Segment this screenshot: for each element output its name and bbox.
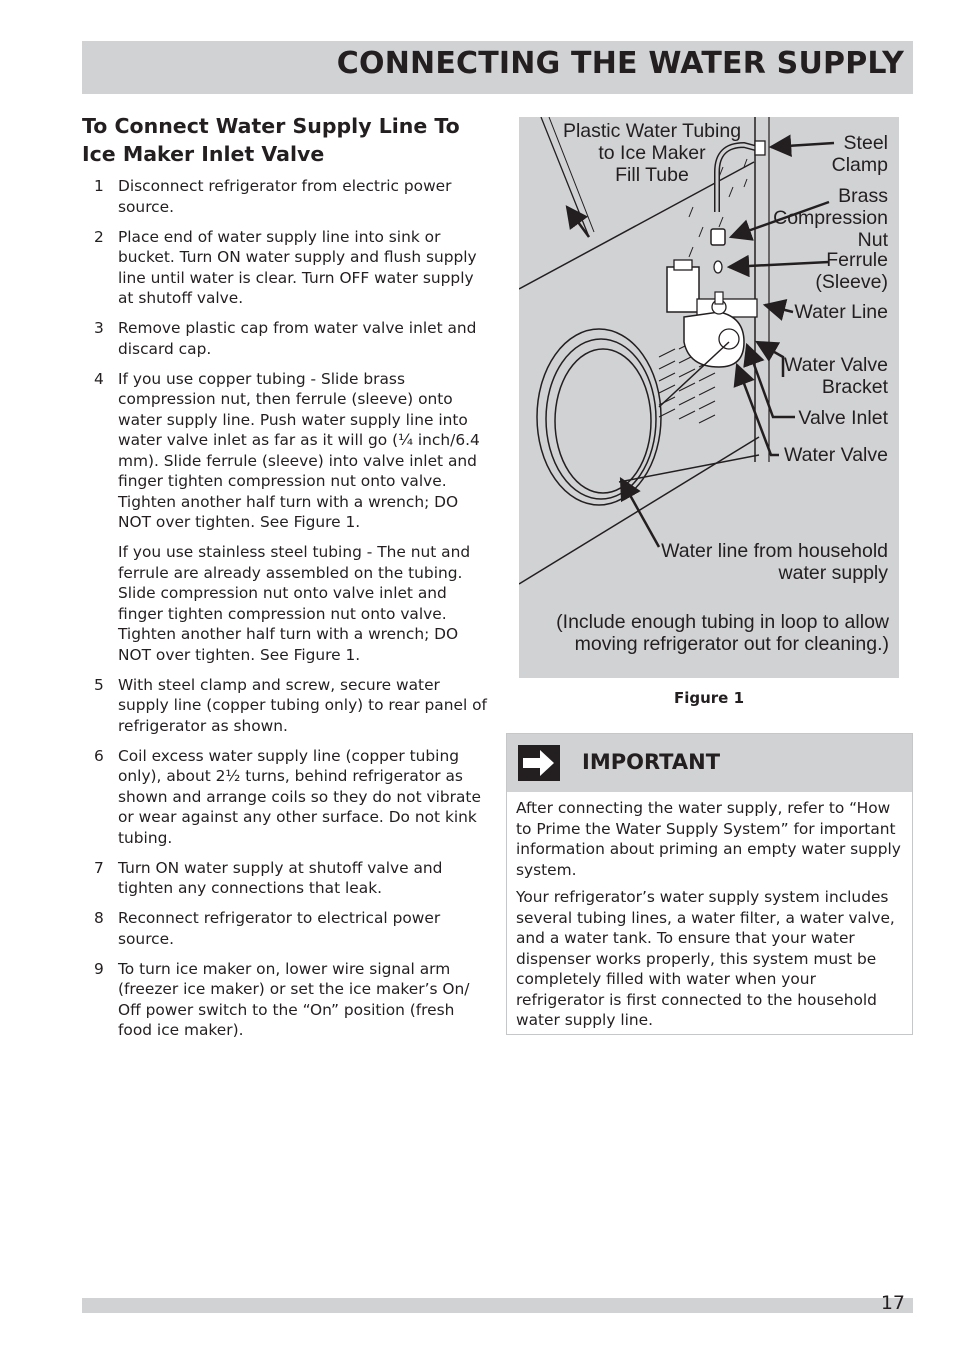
label-ferrule: [815, 249, 888, 293]
step-item: [82, 176, 492, 217]
step-text: If you use copper tubing - Slide brass compression nut, then ferrule (sleeve) onto water supply line. Push water supply line into water valve inlet as far as it will go (¼ inch/6.4 mm). Slide ferrule (sleeve) into valve inlet and finger tighten compression nut onto valve. Tighten another half turn with a wrench; DO NOT over tighten. See Figure 1.: [118, 369, 480, 531]
header-bar: [82, 41, 913, 94]
label-plastic-water-tubing-line-2: to Ice Maker: [598, 142, 706, 164]
label-brass-line-2: Compression: [773, 207, 888, 229]
important-paragraph: Your refrigerator’s water supply system includes several tubing lines, a water filter, a water valve, and a water tank. To ensure that your water dispenser works properly, this system must be completely filled with water when your refrigerator is first connected to the household water supply line.: [516, 888, 895, 1029]
label-ferrule-line-2: (Sleeve): [815, 271, 888, 293]
figure-caption: Figure 1: [673, 689, 745, 707]
important-callout: [506, 733, 913, 1035]
figure-1-diagram: [519, 117, 899, 678]
important-paragraph: After connecting the water supply, refer to “How to Prime the Water Supply System” for important information about priming an empty water supply system.: [516, 799, 901, 879]
label-brass-line-3: Nut: [857, 229, 888, 251]
steps-list: [82, 176, 492, 1041]
label-ferrule-line-1: Ferrule: [826, 249, 888, 271]
step-text: Turn ON water supply at shutoff valve and tighten any connections that leak.: [118, 858, 443, 897]
step-item: [82, 908, 492, 949]
label-plastic-water-tubing-line-1: Plastic Water Tubing: [562, 120, 742, 142]
step-item: [82, 318, 492, 359]
footer-bar: [82, 1298, 913, 1313]
label-bracket-line-1: Water Valve: [783, 354, 888, 376]
section-title-line-1: To Connect Water Supply Line To: [82, 114, 460, 138]
step-number: 8: [94, 909, 104, 927]
step-text: Coil excess water supply line (copper tubing only), about 2½ turns, behind refrigerator as shown and arrange coils so they do not vibrate or wear against any other surface. Do not kink tubing.: [118, 746, 481, 847]
label-steel-clamp-line-2: Clamp: [831, 154, 888, 176]
section-title-line-2: Ice Maker Inlet Valve: [82, 142, 325, 166]
instructions-column: [82, 112, 492, 1050]
label-household-line-2: water supply: [778, 562, 888, 584]
step-text-extra: If you use stainless steel tubing - The nut and ferrule are already assembled on the tubing. Slide compression nut onto valve inlet and finger tighten compression nut onto valve. Tighten another half turn with a wrench; DO NOT over tighten. See Figure 1.: [118, 543, 471, 664]
label-plastic-water-tubing: [547, 120, 757, 186]
important-body: [516, 798, 908, 1038]
step-number: 9: [94, 959, 104, 978]
step-item: [82, 959, 492, 1041]
step-number: 4: [94, 369, 104, 388]
step-text: Place end of water supply line into sink or bucket. Turn ON water supply and flush supply line until water is clear. Turn OFF water supply at shutoff valve.: [118, 227, 477, 307]
label-water-valve: Water Valve: [783, 444, 888, 466]
step-text: With steel clamp and screw, secure water supply line (copper tubing only) to rear panel of refrigerator as shown.: [118, 675, 487, 735]
step-item: [82, 675, 492, 737]
label-note-line-2: moving refrigerator out for cleaning.): [574, 633, 889, 655]
step-number: 3: [94, 319, 104, 337]
step-item: [82, 227, 492, 309]
label-valve-inlet: Valve Inlet: [798, 407, 888, 429]
step-text: Reconnect refrigerator to electrical power source.: [118, 909, 441, 948]
section-title: [82, 112, 492, 168]
step-number: 6: [94, 746, 104, 765]
label-brass-compression-nut: [773, 185, 888, 251]
page-number: 17: [880, 1292, 905, 1314]
label-steel-clamp: [832, 132, 888, 176]
step-text: Disconnect refrigerator from electric power source.: [118, 177, 452, 216]
label-bracket-line-2: Bracket: [821, 376, 888, 398]
label-water-line: Water Line: [794, 301, 888, 323]
label-household-water-line: [661, 540, 888, 584]
page-title: CONNECTING THE WATER SUPPLY: [336, 46, 904, 81]
label-loop-note: [556, 611, 889, 655]
label-steel-clamp-line-1: Steel: [843, 132, 888, 154]
step-item: [82, 746, 492, 849]
label-water-valve-bracket: [784, 354, 888, 398]
step-number: 5: [94, 675, 104, 694]
step-item: [82, 858, 492, 899]
step-number: 1: [94, 177, 104, 195]
label-plastic-water-tubing-line-3: Fill Tube: [615, 164, 689, 186]
arrow-right-icon: [518, 745, 560, 781]
step-text: To turn ice maker on, lower wire signal arm (freezer ice maker) or set the ice maker’s On/ Off power switch to the “On” position (fresh food ice maker).: [118, 959, 470, 1039]
important-header: [507, 734, 912, 792]
step-item: [82, 369, 492, 666]
step-text: Remove plastic cap from water valve inlet and discard cap.: [118, 319, 477, 358]
step-number: 7: [94, 858, 104, 877]
label-brass-line-1: Brass: [838, 185, 888, 207]
label-note-line-1: (Include enough tubing in loop to allow: [556, 611, 889, 633]
label-household-line-1: Water line from household: [661, 540, 888, 562]
step-number: 2: [94, 227, 104, 246]
important-title: IMPORTANT: [582, 750, 721, 774]
